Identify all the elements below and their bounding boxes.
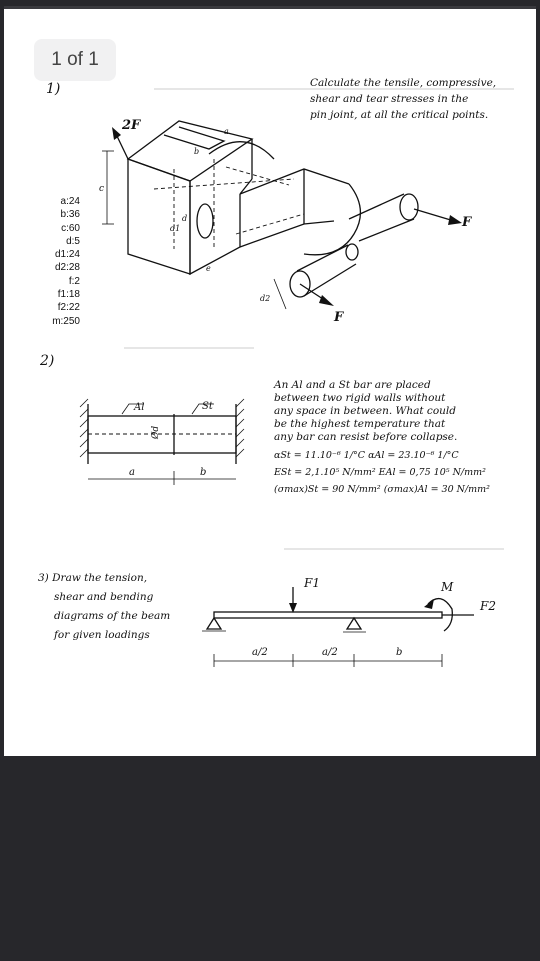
problem-1-number: 1) <box>46 81 61 97</box>
dim-a-label: a <box>224 127 229 136</box>
moment-label: M <box>441 580 454 594</box>
dim-d2-label: d2 <box>260 294 271 303</box>
problem-2-line-1: An Al and a St bar are placed <box>274 379 431 391</box>
length-b-label: b <box>200 467 207 478</box>
problem-2-line-3: any space in between. What could <box>274 405 456 417</box>
dim-c-label: c <box>99 184 105 194</box>
length-a-label: a <box>129 467 135 478</box>
dim-d1-label: d1 <box>170 224 181 233</box>
problem-2-formula-3: (σmax)St = 90 N/mm² (σmax)Al = 30 N/mm² <box>274 484 490 495</box>
beam-drawing <box>202 587 474 667</box>
force-f-bottom-label: F <box>334 310 344 325</box>
param-f2: f2:22 <box>57 302 80 314</box>
page-indicator: 1 of 1 <box>34 39 116 81</box>
param-c: c:60 <box>61 222 80 234</box>
diameter-label: Ød <box>151 425 161 439</box>
problem-3-line-3: diagrams of the beam <box>54 610 171 622</box>
st-label: St <box>202 401 213 412</box>
dim-e-label: e <box>206 264 211 273</box>
problem-2-line-2: between two rigid walls without <box>274 392 446 404</box>
param-f1: f1:18 <box>57 289 80 301</box>
problem-2-line-4: be the highest temperature that <box>274 418 446 430</box>
problem-2-formula-2: ESt = 2,1.10⁵ N/mm² EAl = 0,75 10⁵ N/mm² <box>274 467 486 478</box>
dim-d-label: d <box>182 214 188 223</box>
param-b: b:36 <box>60 209 80 221</box>
force-2f-label: 2F <box>122 118 141 133</box>
problem-3-line-4: for given loadings <box>54 629 150 641</box>
clevis-drawing <box>102 121 462 309</box>
problem-2-formula-1: αSt = 11.10⁻⁶ 1/°C αAl = 23.10⁻⁶ 1/°C <box>274 450 459 461</box>
problem-3-line-1: Draw the tension, <box>52 572 148 584</box>
viewer-background <box>0 756 540 961</box>
force-f-right-label: F <box>462 215 472 230</box>
problem-1-text <box>310 75 496 123</box>
dim-b-label: b <box>194 147 200 156</box>
problem-3-text <box>38 569 170 645</box>
param-d: d:5 <box>66 235 80 247</box>
document-page <box>4 6 536 759</box>
param-f: f:2 <box>68 275 80 287</box>
bar-drawing <box>80 399 244 485</box>
problem-2-number: 2) <box>40 353 55 369</box>
span-a-half-2: a/2 <box>322 647 338 658</box>
span-b: b <box>396 647 403 658</box>
span-a-half-1: a/2 <box>252 647 268 658</box>
problem-2-text <box>274 379 524 498</box>
f2-label: F2 <box>480 599 496 613</box>
f1-label: F1 <box>304 576 320 590</box>
problem-3-number: 3) <box>38 572 49 584</box>
parameter-list <box>40 195 80 328</box>
problem-1-line-2: shear and tear stresses in the <box>310 93 469 105</box>
param-d2: d2:28 <box>54 262 80 274</box>
al-label: Al <box>134 402 145 413</box>
problem-3-line-2: shear and bending <box>54 591 154 603</box>
problem-2-line-5: any bar can resist before collapse. <box>274 431 458 443</box>
param-m: m:250 <box>52 315 80 327</box>
problem-1-line-3: pin joint, at all the critical points. <box>310 109 489 121</box>
problem-1-line-1: Calculate the tensile, compressive, <box>310 77 497 89</box>
param-d1: d1:24 <box>54 249 80 261</box>
param-a: a:24 <box>60 196 80 207</box>
